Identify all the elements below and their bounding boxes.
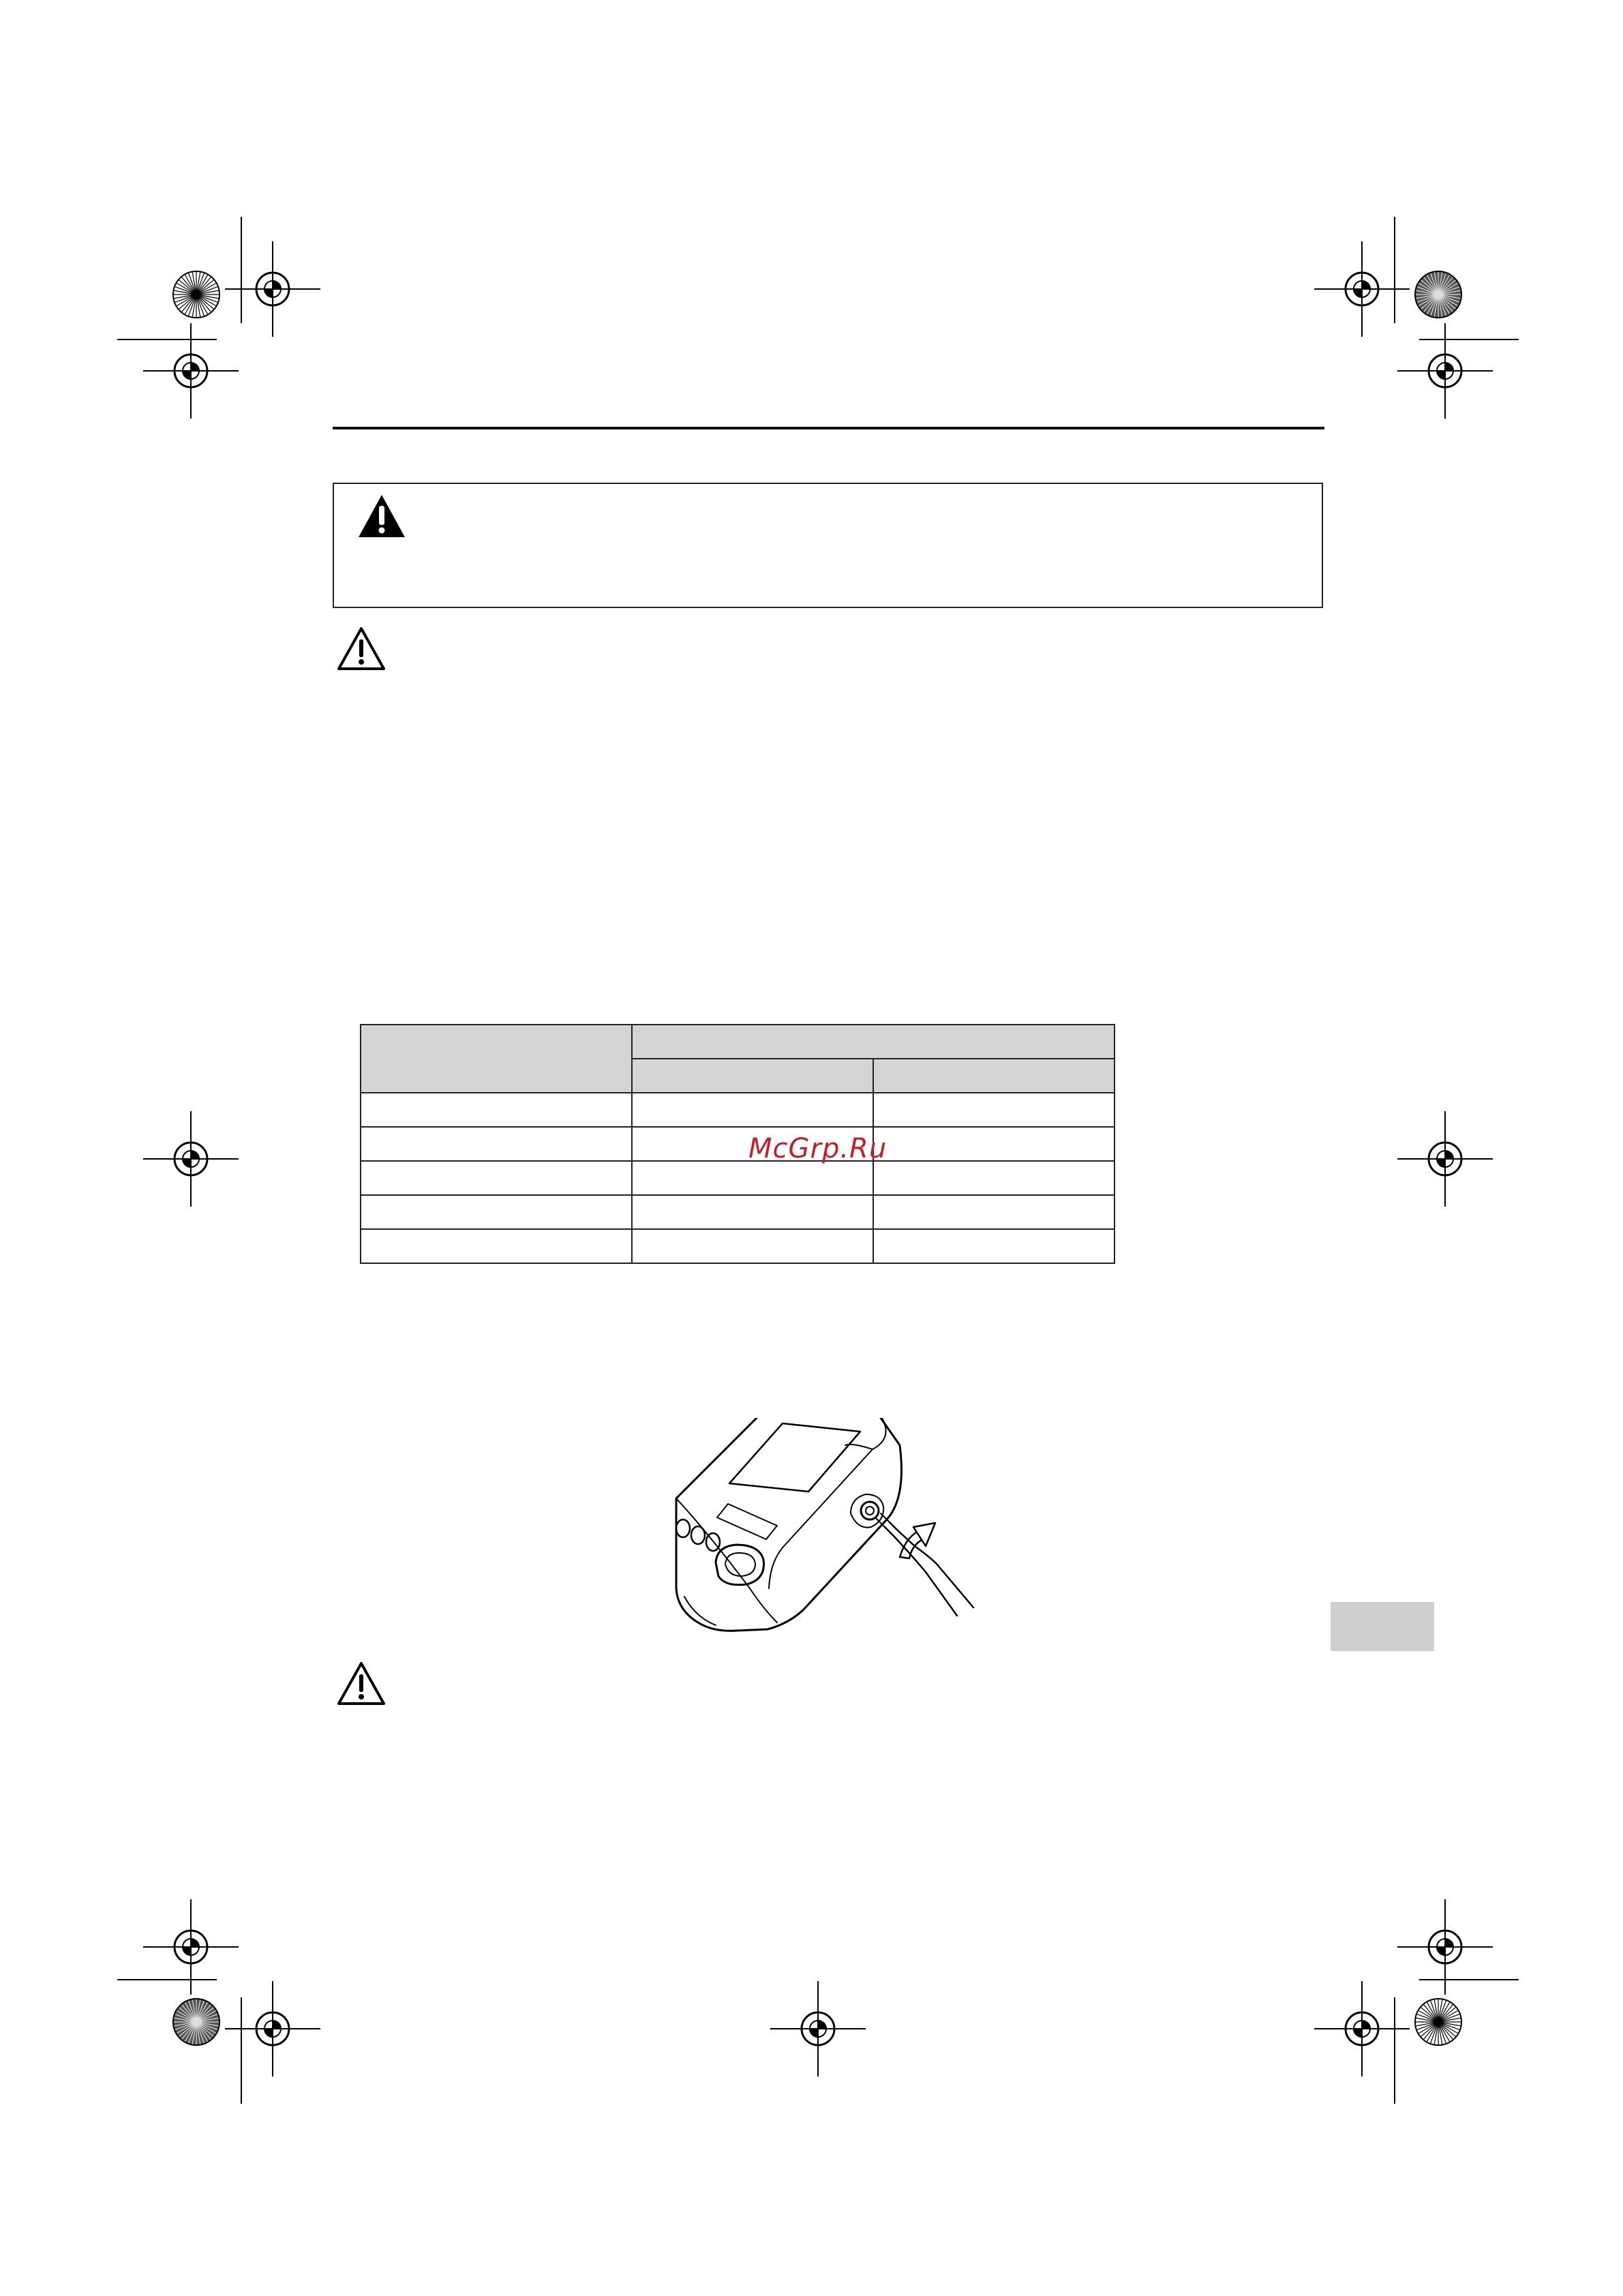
- registration-mark-icon: [1397, 323, 1493, 419]
- table-row: [361, 1229, 1114, 1263]
- registration-mark-icon: [770, 1981, 866, 2076]
- header-rule: [333, 427, 1324, 429]
- color-bar-starburst-icon: [1415, 271, 1461, 318]
- table-cell: [632, 1195, 873, 1229]
- table-cell: [632, 1093, 873, 1127]
- table-cell: [632, 1229, 873, 1263]
- registration-mark-icon: [143, 1899, 239, 1995]
- table-row: [361, 1161, 1114, 1195]
- specification-table: [360, 1024, 1115, 1264]
- table-row: [361, 1195, 1114, 1229]
- page-tab: [1331, 1602, 1434, 1651]
- table-cell: [361, 1161, 632, 1195]
- registration-mark-icon: [143, 323, 239, 419]
- table-cell: [361, 1127, 632, 1161]
- table-cell: [873, 1093, 1114, 1127]
- warning-box: [333, 483, 1323, 608]
- registration-mark-icon: [143, 1111, 239, 1207]
- caution-icon: [337, 626, 386, 671]
- table-cell: [873, 1229, 1114, 1263]
- table-row: [361, 1093, 1114, 1127]
- watermark: McGrp.Ru: [748, 1133, 888, 1164]
- warning-triangle-icon: [357, 494, 406, 539]
- table-cell: [873, 1195, 1114, 1229]
- table-cell: [361, 1093, 632, 1127]
- table-cell: [361, 1229, 632, 1263]
- registration-mark-icon: [1314, 241, 1410, 337]
- table-header-row: [361, 1025, 1114, 1059]
- color-bar-starburst-icon: [1415, 1999, 1461, 2045]
- registration-mark-icon: [1397, 1111, 1493, 1207]
- registration-mark-icon: [225, 241, 320, 337]
- caution-icon: [337, 1661, 386, 1706]
- table-cell: [361, 1195, 632, 1229]
- table-subheader-cell: [632, 1059, 873, 1093]
- registration-mark-icon: [1314, 1981, 1410, 2076]
- registration-mark-icon: [225, 1981, 320, 2076]
- table-header-cell: [361, 1025, 632, 1093]
- table-header-cell: [632, 1025, 1114, 1059]
- color-bar-starburst-icon: [173, 271, 219, 318]
- registration-mark-icon: [1397, 1899, 1493, 1995]
- device-illustration: [668, 1418, 988, 1640]
- table-subheader-cell: [873, 1059, 1114, 1093]
- table-row: [361, 1127, 1114, 1161]
- color-bar-starburst-icon: [173, 1999, 219, 2045]
